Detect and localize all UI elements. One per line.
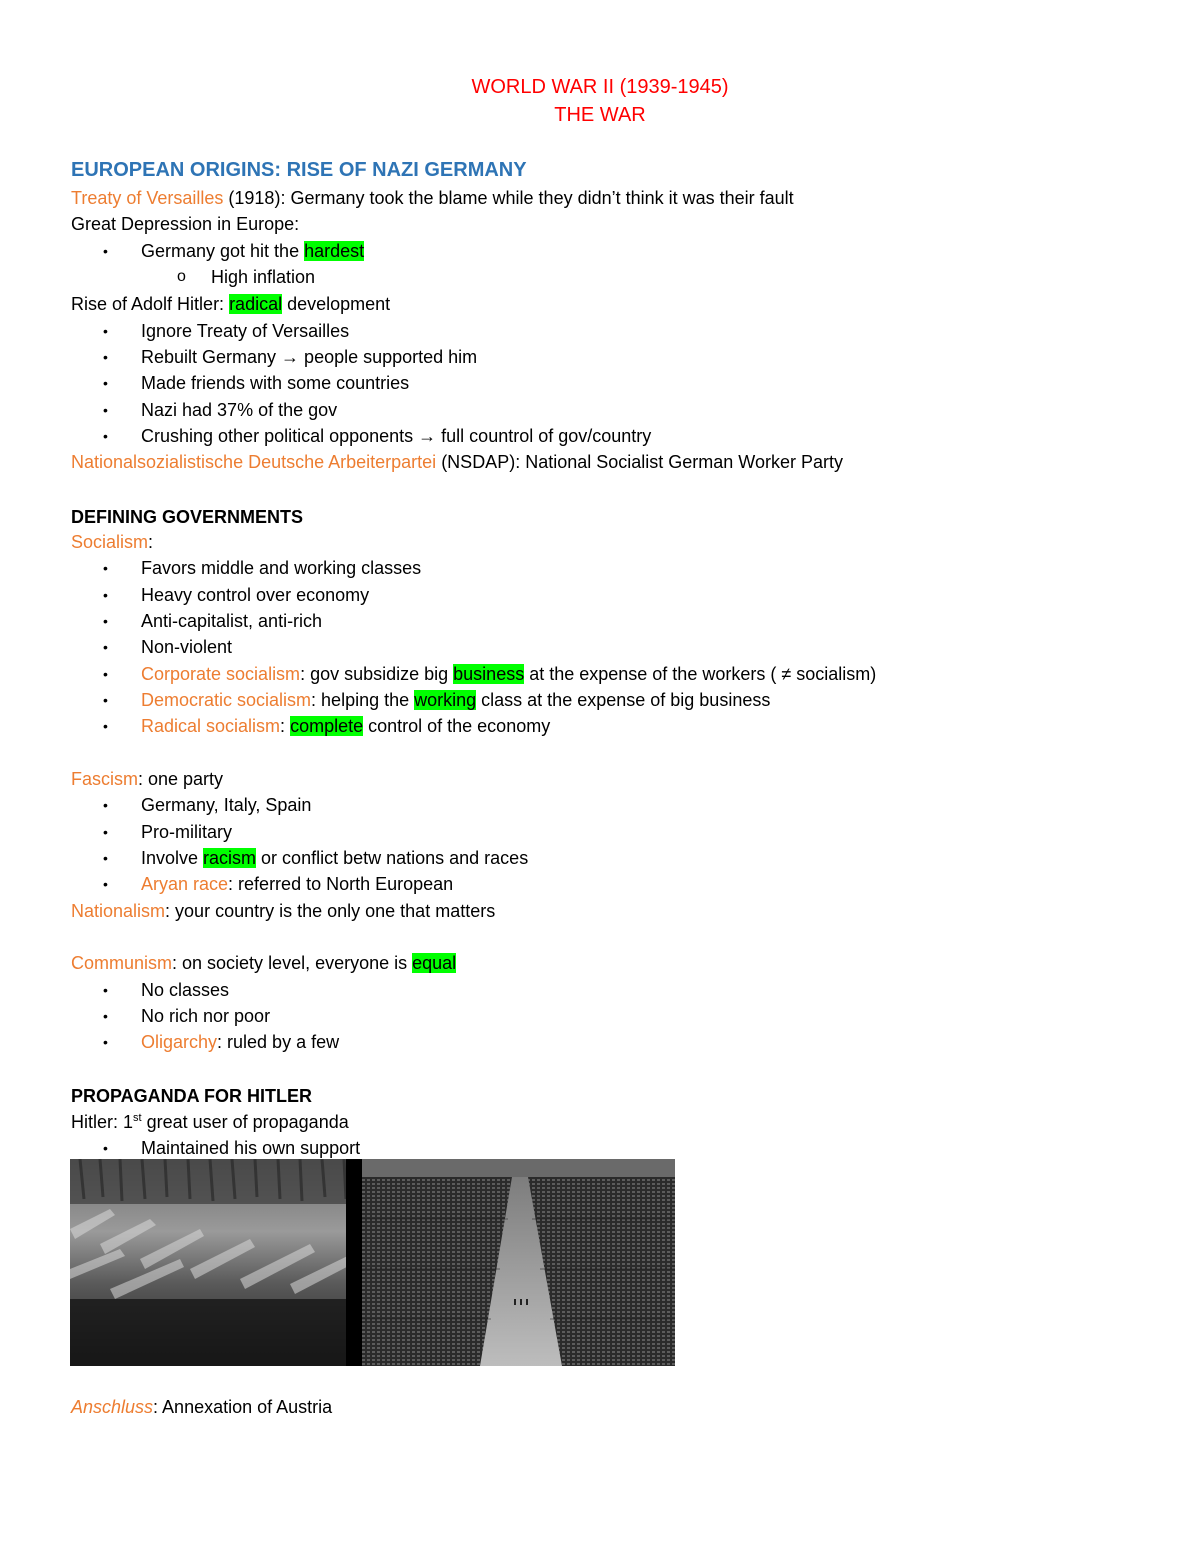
communism-line bbox=[71, 951, 456, 975]
term-corporate-socialism: Corporate socialism bbox=[141, 664, 301, 684]
highlight: working bbox=[414, 690, 477, 710]
bullet-marker: • bbox=[103, 1140, 108, 1156]
nsdap-line bbox=[71, 450, 843, 474]
ordinal-suffix: st bbox=[133, 1112, 142, 1124]
term-anschluss: Anschluss bbox=[71, 1397, 154, 1417]
list-item: Maintained his own support bbox=[141, 1138, 361, 1158]
list-item bbox=[141, 872, 453, 896]
list-item-text-end: or conflict betw nations and races bbox=[256, 848, 529, 868]
section-heading-governments: DEFINING GOVERNMENTS bbox=[71, 507, 304, 527]
hitler-propaganda-line bbox=[71, 1110, 349, 1134]
list-item: No classes bbox=[141, 980, 230, 1000]
list-item: Pro-military bbox=[141, 822, 233, 842]
highlight: radical bbox=[229, 294, 283, 314]
term-nsdap: Nationalsozialistische Deutsche Arbeiterpartei bbox=[71, 452, 437, 472]
list-item: Favors middle and working classes bbox=[141, 558, 422, 578]
term-treaty: Treaty of Versailles bbox=[71, 188, 224, 208]
term-aryan-race: Aryan race bbox=[141, 874, 229, 894]
list-item bbox=[141, 714, 550, 738]
hitler-rise-text-end: development bbox=[282, 294, 391, 314]
list-item: Nazi had 37% of the gov bbox=[141, 400, 338, 420]
list-item-text: : referred to North European bbox=[228, 874, 454, 894]
highlight: complete bbox=[290, 716, 364, 736]
list-item-text: Germany got hit the bbox=[141, 241, 305, 261]
photo-rally-crowd-graphic bbox=[70, 1159, 362, 1366]
fascism-text: : one party bbox=[138, 769, 224, 789]
bullet-marker: • bbox=[103, 587, 108, 603]
list-item-text: : helping the bbox=[311, 690, 415, 710]
list-item-text: : gov subsidize big bbox=[300, 664, 454, 684]
highlight: business bbox=[453, 664, 525, 684]
fascism-line bbox=[71, 767, 223, 791]
section-heading-origins: EUROPEAN ORIGINS: RISE OF NAZI GERMANY bbox=[71, 159, 527, 181]
list-item bbox=[141, 688, 770, 712]
term-socialism: Socialism bbox=[71, 532, 149, 552]
term-radical-socialism: Radical socialism bbox=[141, 716, 281, 736]
bullet-marker: • bbox=[103, 349, 108, 365]
highlight: equal bbox=[412, 953, 457, 973]
bullet-marker: • bbox=[103, 824, 108, 840]
bullet-marker: • bbox=[103, 613, 108, 629]
term-democratic-socialism: Democratic socialism bbox=[141, 690, 312, 710]
bullet-marker: • bbox=[103, 560, 108, 576]
nsdap-text: (NSDAP): National Socialist German Worker Party bbox=[436, 452, 843, 472]
photo-rally-formation-graphic bbox=[362, 1159, 675, 1366]
list-item bbox=[141, 662, 876, 686]
bullet-marker: • bbox=[103, 876, 108, 892]
treaty-line bbox=[71, 186, 794, 210]
colon: : bbox=[148, 532, 154, 552]
list-item: Made friends with some countries bbox=[141, 373, 410, 393]
bullet-marker: • bbox=[103, 1008, 108, 1024]
depression-line: Great Depression in Europe: bbox=[71, 214, 300, 234]
anschluss-line bbox=[71, 1395, 332, 1419]
list-item bbox=[141, 1030, 339, 1054]
term-nationalism: Nationalism bbox=[71, 901, 166, 921]
list-item: Rebuilt Germany → people supported him bbox=[141, 347, 478, 367]
list-item-text: : ruled by a few bbox=[217, 1032, 340, 1052]
bullet-marker: • bbox=[103, 375, 108, 391]
anschluss-text: : Annexation of Austria bbox=[153, 1397, 333, 1417]
list-item-text-end: class at the expense of big business bbox=[476, 690, 771, 710]
list-item: Crushing other political opponents → full countrol of gov/country bbox=[141, 426, 652, 446]
bullet-marker: • bbox=[103, 639, 108, 655]
list-item: Heavy control over economy bbox=[141, 585, 370, 605]
nationalism-line bbox=[71, 899, 495, 923]
list-item-text: Involve bbox=[141, 848, 204, 868]
bullet-marker: • bbox=[103, 718, 108, 734]
highlight: hardest bbox=[304, 241, 365, 261]
hitler-rise-line bbox=[71, 292, 390, 316]
socialism-line bbox=[71, 530, 153, 554]
list-item bbox=[141, 846, 528, 870]
hitler-propaganda-text-end: great user of propaganda bbox=[141, 1112, 349, 1132]
document-subtitle: THE WAR bbox=[554, 104, 646, 126]
list-item: Germany, Italy, Spain bbox=[141, 795, 312, 815]
communism-text: : on society level, everyone is bbox=[172, 953, 413, 973]
bullet-marker: • bbox=[103, 666, 108, 682]
highlight: racism bbox=[203, 848, 257, 868]
bullet-marker: • bbox=[103, 797, 108, 813]
list-item: Non-violent bbox=[141, 637, 233, 657]
list-item-text-end: at the expense of the workers ( ≠ socialism) bbox=[524, 664, 877, 684]
list-item-text-end: control of the economy bbox=[363, 716, 551, 736]
bullet-marker: • bbox=[103, 850, 108, 866]
bullet-marker: • bbox=[103, 243, 108, 259]
list-item: Ignore Treaty of Versailles bbox=[141, 321, 350, 341]
term-fascism: Fascism bbox=[71, 769, 138, 789]
photo-rally-formation bbox=[362, 1159, 675, 1366]
hitler-rise-text: Rise of Adolf Hitler: bbox=[71, 294, 230, 314]
list-item: No rich nor poor bbox=[141, 1006, 271, 1026]
sub-list-item: High inflation bbox=[211, 267, 316, 287]
document-title: WORLD WAR II (1939-1945) bbox=[471, 76, 729, 98]
bullet-marker: • bbox=[103, 323, 108, 339]
term-communism: Communism bbox=[71, 953, 173, 973]
bullet-marker: • bbox=[103, 402, 108, 418]
photo-rally-crowd bbox=[70, 1159, 362, 1366]
term-oligarchy: Oligarchy bbox=[141, 1032, 218, 1052]
bullet-marker: • bbox=[103, 1034, 108, 1050]
bullet-marker: • bbox=[103, 692, 108, 708]
bullet-marker: • bbox=[103, 428, 108, 444]
hitler-propaganda-text: Hitler: 1 bbox=[71, 1112, 134, 1132]
list-item bbox=[141, 239, 364, 263]
list-item-text: : bbox=[280, 716, 291, 736]
nationalism-text: : your country is the only one that matters bbox=[165, 901, 496, 921]
treaty-text: (1918): Germany took the blame while they didn’t think it was their fault bbox=[223, 188, 794, 208]
bullet-marker: • bbox=[103, 982, 108, 998]
section-heading-propaganda: PROPAGANDA FOR HITLER bbox=[71, 1086, 312, 1106]
sub-bullet-marker: o bbox=[177, 268, 186, 285]
list-item: Anti-capitalist, anti-rich bbox=[141, 611, 323, 631]
